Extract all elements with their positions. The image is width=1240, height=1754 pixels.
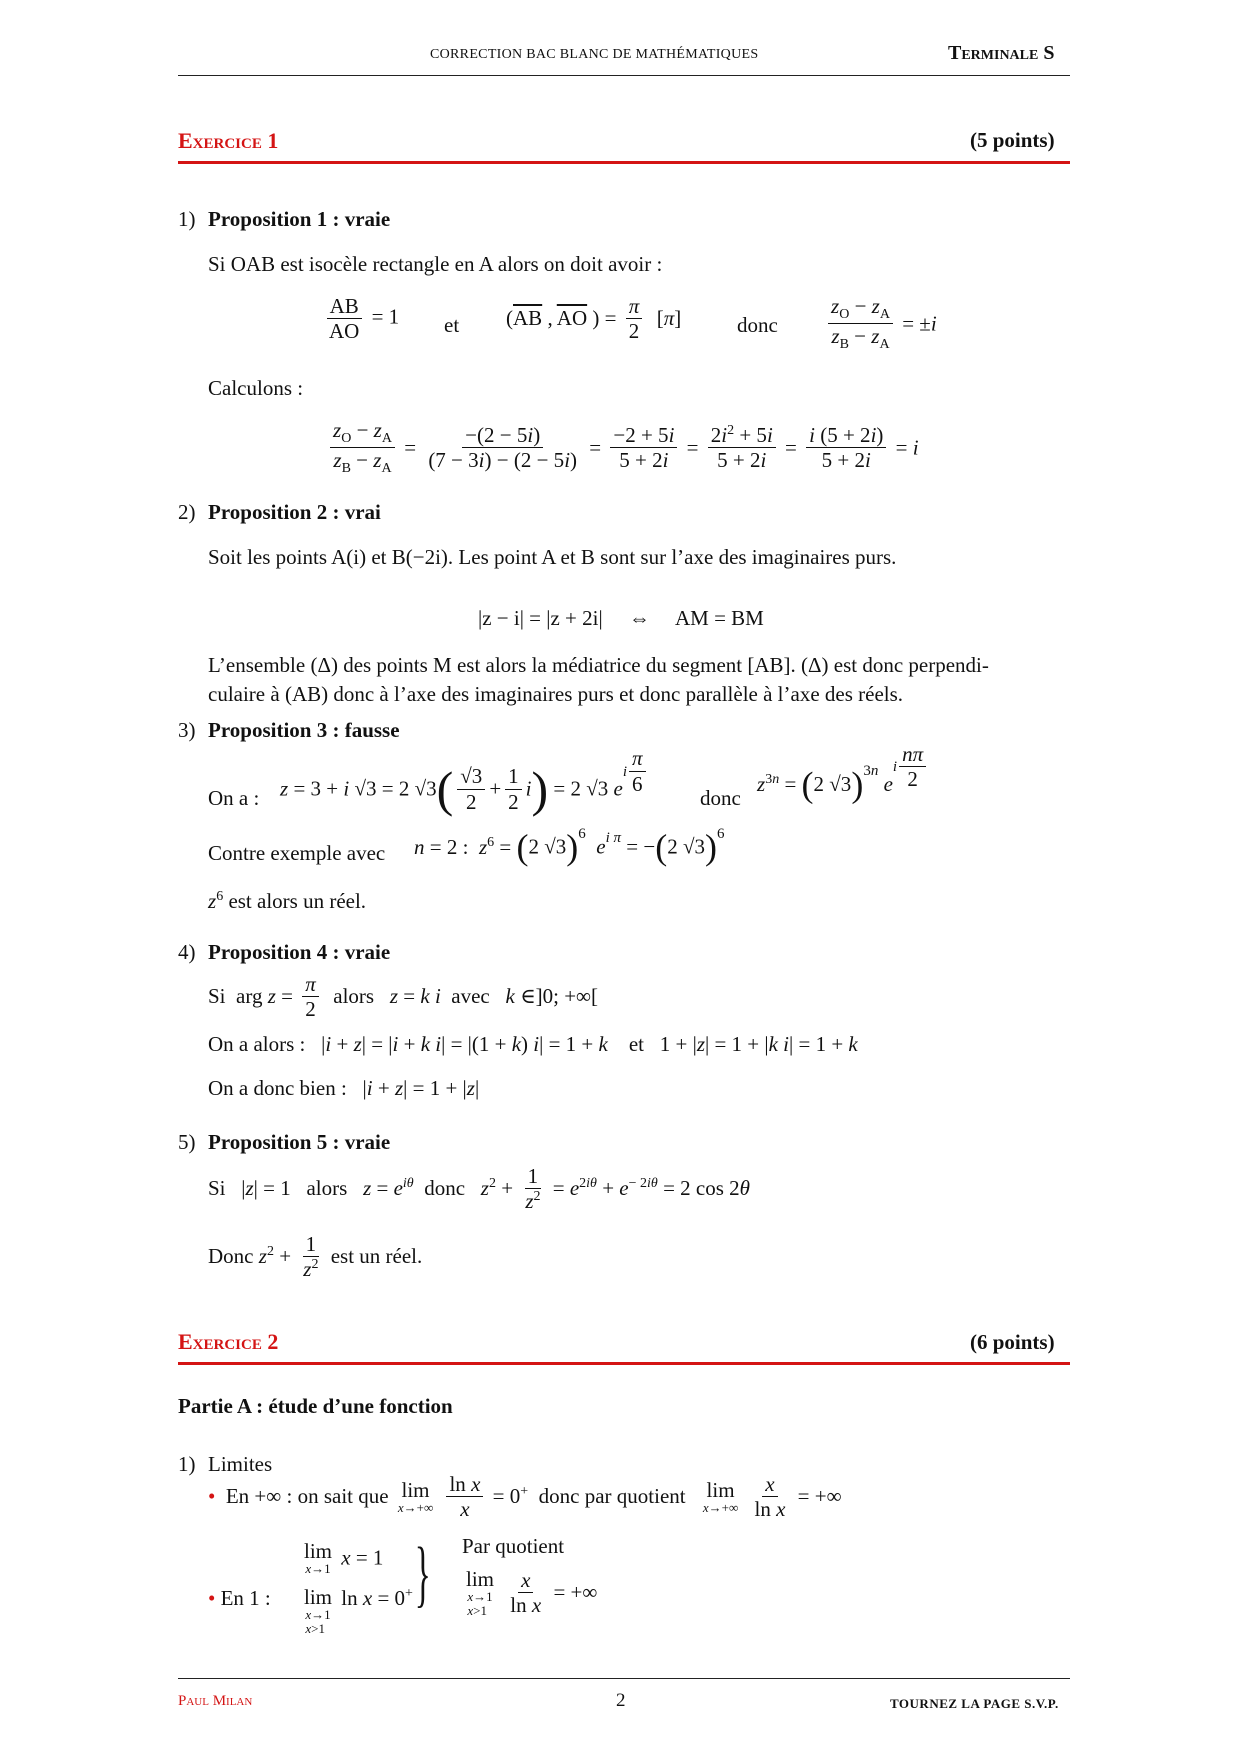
exercise-2-points: (6 points) — [970, 1330, 1055, 1354]
prop4-line2: On a alors : |i + z| = |i + k i| = |(1 + k) i| = 1 + k et 1 + |z| = 1 + |k i| = 1 + k — [208, 1032, 858, 1056]
prop5-heading: Proposition 5 : vraie — [208, 1130, 391, 1154]
right-brace: } — [414, 1533, 431, 1615]
exercise-2-rule — [178, 1362, 1070, 1365]
footer-next-page: TOURNEZ LA PAGE S.V.P. — [890, 1696, 1059, 1711]
prop4-line3-label: On a donc bien : — [208, 1076, 347, 1100]
prop1-condition-ratio: $\frac{z_O - z_A}{z_B - z_A}$ = ±i — [824, 294, 937, 354]
footer-author: Paul Milan — [178, 1693, 253, 1709]
footer-page-number: 2 — [616, 1690, 626, 1711]
limit-one-ln: lim x→1 x>1 ln x = 0+ — [304, 1585, 413, 1636]
prop4-avec: avec — [451, 984, 490, 1009]
prop2-line2: L’ensemble (Δ) des points M est alors la médiatrice du segment [AB]. (Δ) est donc perpendi- — [208, 653, 989, 677]
prop1-calc-label: Calculons : — [208, 376, 304, 400]
limit-one-label: En 1 : — [220, 1586, 271, 1610]
prop5-line1: Si |z| = 1 alors $z = e^{i\theta}$ donc $z^2$ + $\frac{1}{z^2}$ = $e^{2i\theta} + e^{- 2i\theta} = 2$ cos 2θ — [208, 1164, 750, 1214]
prop5-alors: alors — [306, 1176, 348, 1201]
header-rule — [178, 75, 1070, 76]
prop4-et: et — [628, 1032, 644, 1056]
prop3-exponential-form: z = 3 + i √3 = 2 √3( $\frac{√3}{2}$ + $\frac{1}{2}$ i) = 2 √3 $e^i$ $\frac{\pi}{6}$ — [280, 760, 650, 818]
header-class: Terminale S — [948, 42, 1055, 64]
prop2-line3: culaire à (AB) donc à l’axe des imaginaires purs et donc parallèle à l’axe des réels. — [208, 682, 904, 706]
limit-one-result: lim x→1 x>1 $\frac{x}{\text{ln x}}$ = +∞ — [466, 1567, 598, 1618]
prop1-heading: Proposition 1 : vraie — [208, 207, 391, 231]
prop3-contre-label: Contre exemple avec — [208, 841, 386, 865]
prop1-et: et — [444, 313, 460, 337]
prop2-heading: Proposition 2 : vrai — [208, 500, 381, 524]
prop2-equivalence: |z − i| = |z + 2i| ⇔ AM = BM — [478, 606, 764, 630]
exercise-1-points: (5 points) — [970, 128, 1055, 152]
prop3-ona: On a : — [208, 786, 260, 810]
prop2-line1: Soit les points A(i) et B(−2i). Les point A et B sont sur l’axe des imaginaires purs. — [208, 545, 897, 569]
exercise-1-title: Exercice 1 — [178, 128, 279, 153]
exercise-1-rule — [178, 161, 1070, 164]
prop2-number: 2) — [178, 500, 196, 524]
par-quotient-label: Par quotient — [462, 1534, 565, 1558]
prop1-number: 1) — [178, 207, 196, 231]
prop4-line3: On a donc bien : |i + z| = 1 + |z| — [208, 1076, 480, 1100]
prop1-calculation: $\frac{z_O - z_A}{z_B - z_A}$ = $\frac{-(2 - 5i)}{(7 - 3i) - (2 - 5i)}$ = $\frac{-2 + 5i}{5 + 2i}$ = $\frac{2i^2 + 5i}{5 + 2i}$ = $\frac{i (5 + 2i)}{5 + 2i}$ = i — [326, 418, 919, 478]
prop3-conclusion: $z^6$ est alors un réel. — [208, 889, 367, 913]
limites-number: 1) — [178, 1452, 196, 1476]
limit-one-x: lim x→1 x = 1 — [304, 1539, 384, 1577]
prop3-heading: Proposition 3 : fausse — [208, 718, 400, 742]
prop5-number: 5) — [178, 1130, 196, 1154]
limites-heading: Limites — [208, 1452, 273, 1476]
footer-rule — [178, 1678, 1070, 1679]
prop1-donc: donc — [737, 313, 778, 337]
prop1-condition-angle: ($\overline{AB}$ , $\overline{AO}$ ) = $\frac{\pi}{2}$ [π] — [506, 294, 682, 344]
prop4-line1: Si arg z = $\frac{\pi}{2}$ alors z = k i avec k ∈]0; +∞[ — [208, 972, 599, 1022]
prop3-real-text: est alors un réel. — [228, 889, 367, 913]
limit-bullet-infinity: • En +∞ : on sait que lim x→+∞ $\frac{\text{ln x}}{x}$ = 0+ donc par quotient lim x→+∞ $\frac{x}{\text{ln x}}$ = +∞ — [208, 1472, 842, 1522]
limit-infinity-mid: donc par quotient — [538, 1484, 686, 1509]
part-a-heading: Partie A : étude d’une fonction — [178, 1394, 453, 1418]
prop5-si: Si — [208, 1176, 226, 1201]
prop5-donc2: Donc — [208, 1244, 254, 1269]
prop4-si: Si — [208, 984, 226, 1009]
prop4-heading: Proposition 4 : vraie — [208, 940, 391, 964]
prop3-counterexample: n = 2 : $z^6 = (2$ √3)$^6$ $e^{i \pi} = -(2$ √3)$^6$ — [414, 825, 725, 867]
prop3-power: $z^{3n} = (2$ √3)$^{3n}$ $e^i$ $\frac{n\pi}{2}$ — [757, 760, 930, 809]
prop1-intro: Si OAB est isocèle rectangle en A alors on doit avoir : — [208, 252, 663, 276]
prop3-donc: donc — [700, 786, 741, 810]
prop5-donc: donc — [424, 1176, 466, 1201]
prop4-number: 4) — [178, 940, 196, 964]
header-title: CORRECTION BAC BLANC DE MATHÉMATIQUES — [430, 47, 759, 62]
exercise-2-title: Exercice 2 — [178, 1329, 279, 1354]
prop3-number: 3) — [178, 718, 196, 742]
prop4-alors: alors — [333, 984, 375, 1009]
prop4-line2-label: On a alors : — [208, 1032, 306, 1056]
prop5-line2: Donc $z^2$ + $\frac{1}{z^2}$ est un réel. — [208, 1232, 423, 1282]
prop5-real-text: est un réel. — [330, 1244, 423, 1269]
prop1-condition-modulus: $\frac{AB}{AO}$ = 1 — [322, 294, 399, 343]
limit-infinity-label: En +∞ : on sait que — [225, 1484, 389, 1509]
limit-bullet-one-marker: • En 1 : — [208, 1586, 271, 1610]
